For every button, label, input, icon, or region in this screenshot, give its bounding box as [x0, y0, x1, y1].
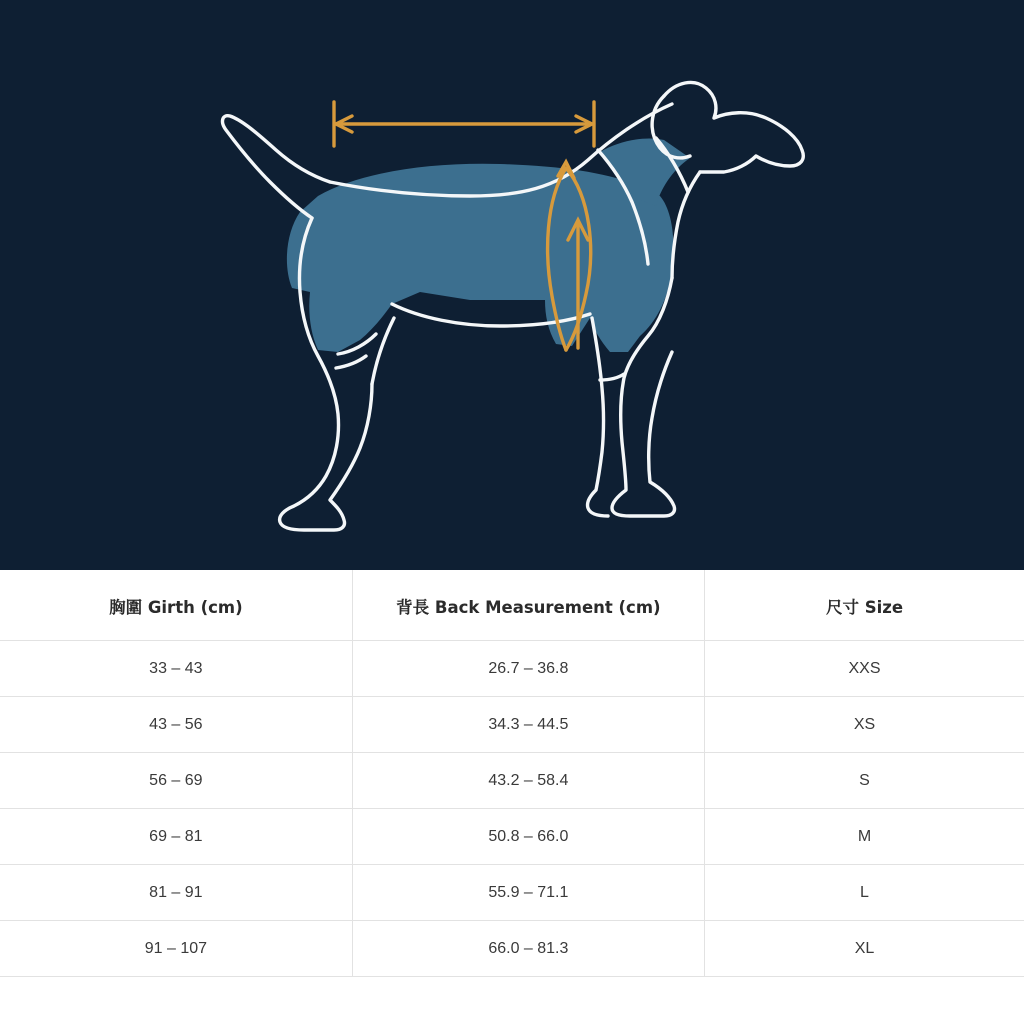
table-row	[0, 753, 1024, 809]
header-size: 尺寸 Size	[705, 570, 1024, 641]
table-row	[0, 641, 1024, 697]
cell-back: 26.7 – 36.8	[352, 641, 704, 697]
header-girth: 胸圍 Girth (cm)	[0, 570, 352, 641]
cell-girth: 56 – 69	[0, 753, 352, 809]
cell-back: 34.3 – 44.5	[352, 697, 704, 753]
cell-size: XXS	[705, 641, 1024, 697]
garment-shape	[287, 139, 690, 353]
table-row	[0, 809, 1024, 865]
cell-girth: 43 – 56	[0, 697, 352, 753]
cell-back: 55.9 – 71.1	[352, 865, 704, 921]
cell-size: S	[705, 753, 1024, 809]
table-body	[0, 641, 1024, 977]
size-table	[0, 570, 1024, 977]
cell-size: M	[705, 809, 1024, 865]
table-header-row	[0, 570, 1024, 641]
header-back-measurement: 背長 Back Measurement (cm)	[352, 570, 704, 641]
table-row	[0, 697, 1024, 753]
size-table-container	[0, 570, 1024, 1024]
cell-girth: 69 – 81	[0, 809, 352, 865]
cell-size: XL	[705, 921, 1024, 977]
cell-back: 43.2 – 58.4	[352, 753, 704, 809]
back-measurement-arrow	[334, 102, 594, 146]
table-row	[0, 921, 1024, 977]
cell-girth: 91 – 107	[0, 921, 352, 977]
cell-back: 66.0 – 81.3	[352, 921, 704, 977]
cell-girth: 33 – 43	[0, 641, 352, 697]
table-row	[0, 865, 1024, 921]
table-head	[0, 570, 1024, 641]
cell-girth: 81 – 91	[0, 865, 352, 921]
cell-size: L	[705, 865, 1024, 921]
cell-back: 50.8 – 66.0	[352, 809, 704, 865]
cell-size: XS	[705, 697, 1024, 753]
